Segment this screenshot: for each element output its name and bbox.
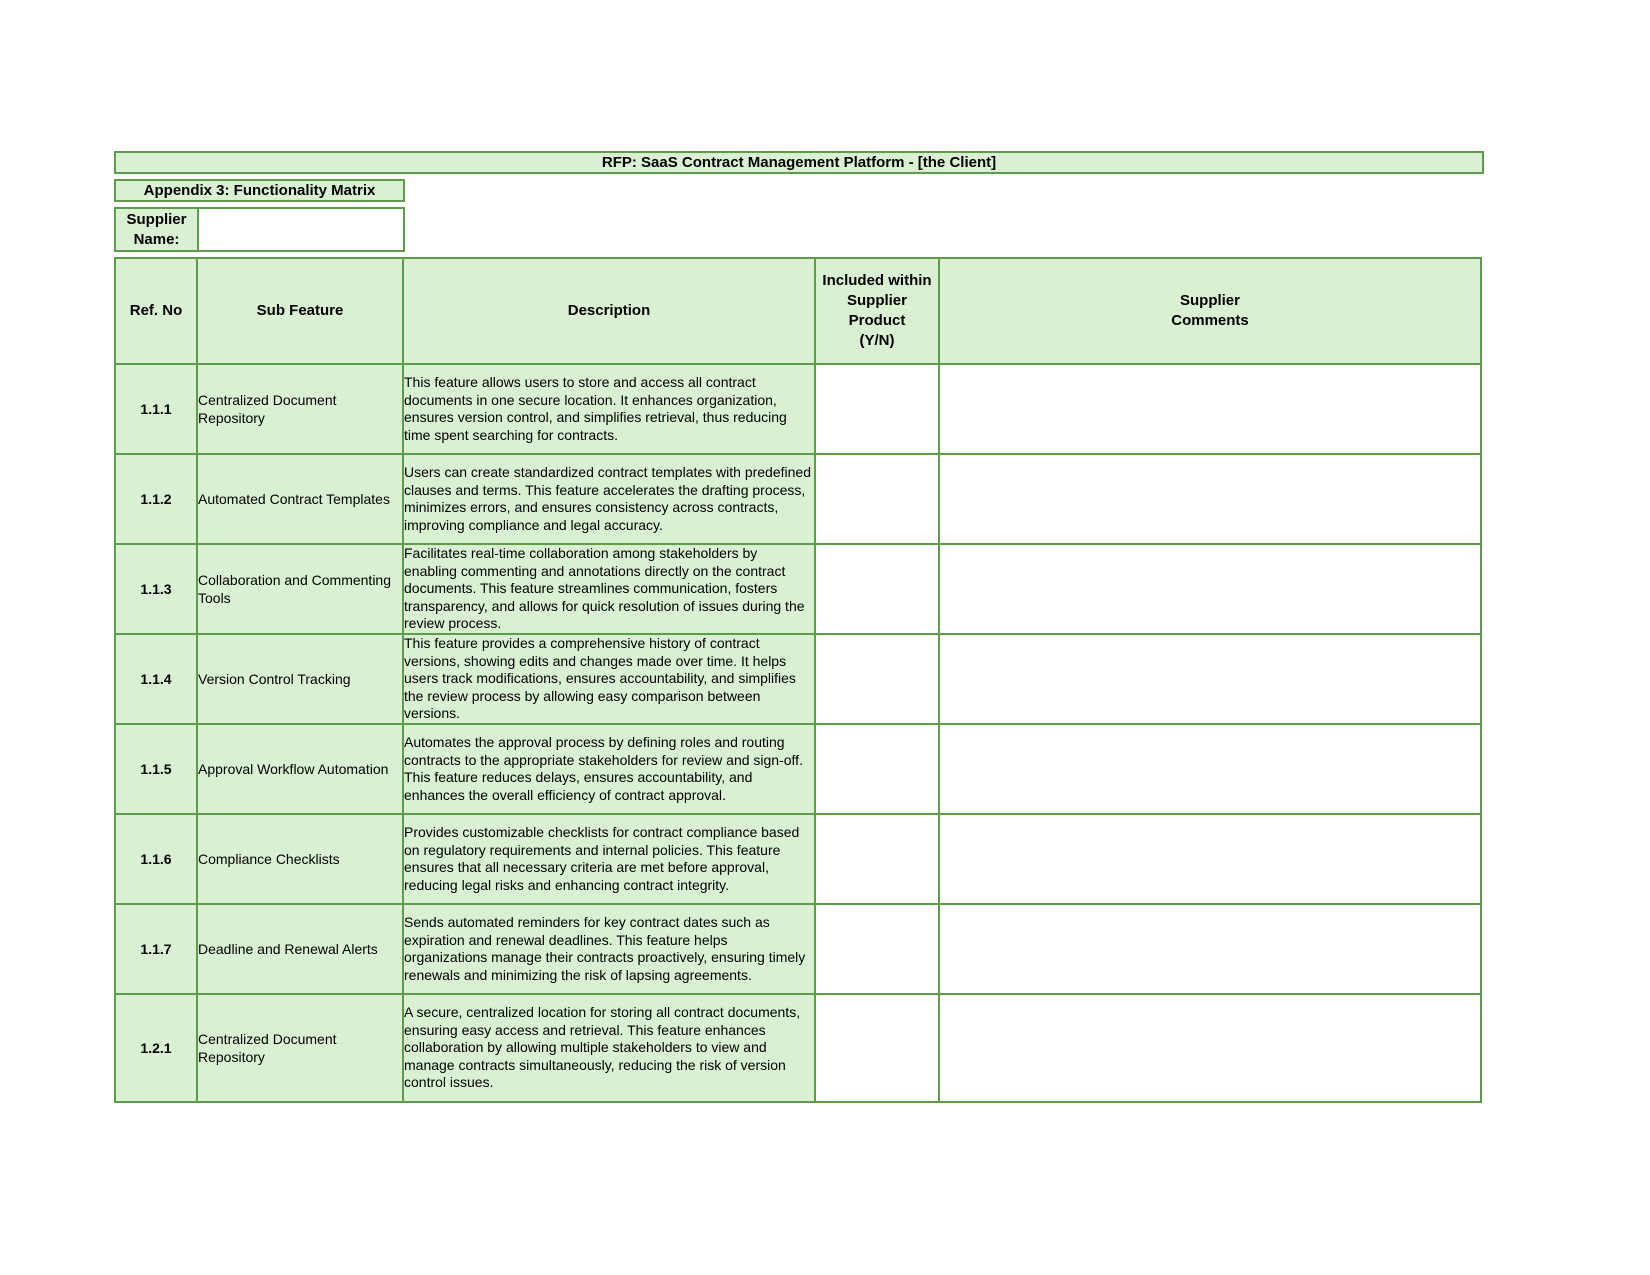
sub-feature-cell: Centralized Document Repository [197,994,403,1102]
ref-no-cell: 1.1.1 [115,364,197,454]
description-cell: Automates the approval process by defining roles and routing contracts to the appropriate stakeholders for review and sign-off. This feature reduces delays, ensures accountability, and enhances the overall efficiency of contract approval. [403,724,815,814]
supplier-comments-cell[interactable] [939,634,1481,724]
sub-feature-cell: Automated Contract Templates [197,454,403,544]
sub-feature-cell: Deadline and Renewal Alerts [197,904,403,994]
included-cell[interactable] [815,904,939,994]
included-cell[interactable] [815,544,939,634]
sub-feature-cell: Centralized Document Repository [197,364,403,454]
table-row [115,994,1481,1102]
table-row [115,364,1481,454]
description-cell: Facilitates real-time collaboration among stakeholders by enabling commenting and annotations directly on the contract documents. This feature streamlines communication, fosters transparency, and allows for quick resolution of issues during the review process. [403,544,815,634]
included-cell[interactable] [815,814,939,904]
supplier-comments-cell[interactable] [939,454,1481,544]
column-header-ref-no: Ref. No [115,258,197,364]
included-cell[interactable] [815,994,939,1102]
description-cell: Sends automated reminders for key contract dates such as expiration and renewal deadlines. This feature helps organizations manage their contracts proactively, ensuring timely renewals and minimizing the risk of lapsing agreements. [403,904,815,994]
sub-feature-cell: Version Control Tracking [197,634,403,724]
included-cell[interactable] [815,634,939,724]
supplier-comments-cell[interactable] [939,814,1481,904]
sub-feature-cell: Compliance Checklists [197,814,403,904]
ref-no-cell: 1.1.5 [115,724,197,814]
table-row [115,454,1481,544]
column-header-supplier-comments: Supplier Comments [939,258,1481,364]
sub-feature-cell: Collaboration and Commenting Tools [197,544,403,634]
table-row [115,544,1481,634]
appendix-title: Appendix 3: Functionality Matrix [114,179,405,202]
sub-feature-cell: Approval Workflow Automation [197,724,403,814]
supplier-comments-cell[interactable] [939,904,1481,994]
ref-no-cell: 1.1.4 [115,634,197,724]
ref-no-cell: 1.1.7 [115,904,197,994]
document-title: RFP: SaaS Contract Management Platform - [the Client] [114,151,1484,174]
included-cell[interactable] [815,364,939,454]
table-row [115,724,1481,814]
supplier-comments-cell[interactable] [939,364,1481,454]
column-header-description: Description [403,258,815,364]
table-row [115,904,1481,994]
functionality-matrix-table [114,257,1482,1103]
ref-no-cell: 1.1.2 [115,454,197,544]
column-header-included: Included within Supplier Product (Y/N) [815,258,939,364]
table-header-row [115,258,1481,364]
included-cell[interactable] [815,724,939,814]
supplier-comments-cell[interactable] [939,544,1481,634]
table-row [115,634,1481,724]
supplier-comments-cell[interactable] [939,994,1481,1102]
column-header-sub-feature: Sub Feature [197,258,403,364]
ref-no-cell: 1.1.6 [115,814,197,904]
description-cell: This feature provides a comprehensive history of contract versions, showing edits and changes made over time. It helps users track modifications, ensures accountability, and simplifies the review process by allowing easy comparison between versions. [403,634,815,724]
ref-no-cell: 1.2.1 [115,994,197,1102]
table-row [115,814,1481,904]
supplier-name-label: Supplier Name: [116,209,199,250]
ref-no-cell: 1.1.3 [115,544,197,634]
supplier-name-field[interactable] [199,209,403,250]
description-cell: Users can create standardized contract templates with predefined clauses and terms. This feature accelerates the drafting process, minimizes errors, and ensures consistency across contracts, improving compliance and legal accuracy. [403,454,815,544]
supplier-name-box [114,207,405,252]
description-cell: Provides customizable checklists for contract compliance based on regulatory requirements and internal policies. This feature ensures that all necessary criteria are met before approval, reducing legal risks and enhancing contract integrity. [403,814,815,904]
description-cell: A secure, centralized location for storing all contract documents, ensuring easy access and retrieval. This feature enhances collaboration by allowing multiple stakeholders to view and manage contracts simultaneously, reducing the risk of version control issues. [403,994,815,1102]
description-cell: This feature allows users to store and access all contract documents in one secure location. It enhances organization, ensures version control, and simplifies retrieval, thus reducing time spent searching for contracts. [403,364,815,454]
included-cell[interactable] [815,454,939,544]
supplier-comments-cell[interactable] [939,724,1481,814]
